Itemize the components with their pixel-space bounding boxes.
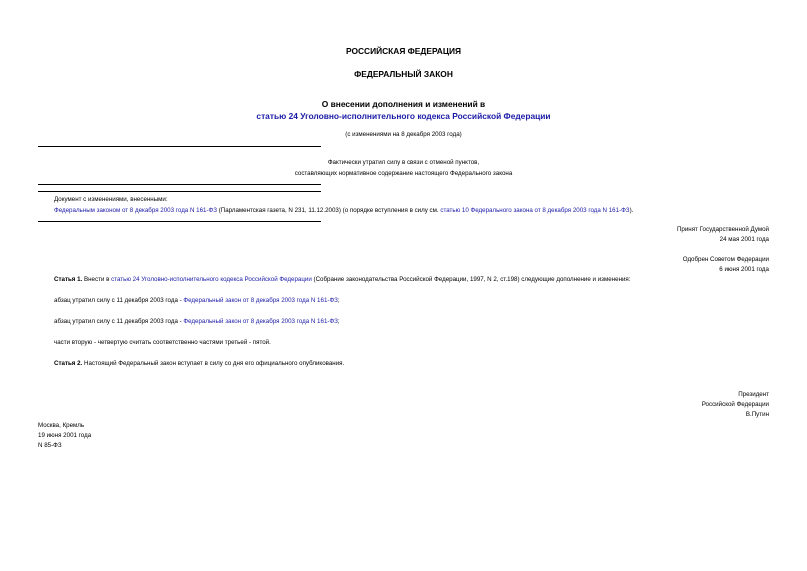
divider-2: [38, 184, 321, 185]
changes-label: Документ с изменениями, внесенными:: [54, 196, 168, 203]
changes-mid-text: (Парламентская газета, N 231, 11.12.2003) (о порядке вступления в силу см.: [216, 207, 441, 214]
article-1-text-post: (Собрание законодательства Российской Федерации, 1997, N 2, ст.198) следующие дополнение и изменения:: [311, 276, 631, 283]
changes-link-article-10[interactable]: статью 10 Федерального закона от 8 декабря 2003 года N 161-ФЗ: [440, 207, 630, 214]
paragraph-2-link[interactable]: Федеральный закон от 8 декабря 2003 года N 161-ФЗ: [183, 318, 338, 325]
changes-text: [54, 207, 633, 214]
paragraph-1-end: ;: [337, 297, 340, 304]
article-2: [54, 360, 344, 367]
changes-end-text: ).: [629, 207, 634, 214]
council-approval-date: 6 июня 2001 года: [719, 266, 769, 273]
repeal-notice-line-1: Фактически утратил силу в связи с отменой пунктов,: [327, 159, 480, 166]
divider-3: [38, 191, 321, 192]
article-1-text-pre: Внести в: [82, 276, 112, 283]
title-line-1: О внесении дополнения и изменений в: [321, 99, 486, 109]
changes-link-law-161[interactable]: Федеральным законом от 8 декабря 2003 года N 161-ФЗ: [54, 207, 217, 214]
country-heading: РОССИЙСКАЯ ФЕДЕРАЦИЯ: [345, 46, 462, 56]
signing-place: Москва, Кремль: [38, 422, 85, 429]
article-1-link[interactable]: статью 24 Уголовно-исполнительного кодекса Российской Федерации: [111, 276, 312, 283]
divider-1: [38, 146, 321, 147]
law-number: N 85-ФЗ: [38, 442, 62, 449]
duma-adoption-line-1: Принят Государственной Думой: [676, 226, 769, 233]
duma-adoption-date: 24 мая 2001 года: [719, 236, 769, 243]
repeal-notice-line-2: составляющих нормативное содержание настоящего Федерального закона: [294, 170, 513, 177]
signature-subtitle: Российской Федерации: [701, 401, 769, 408]
council-approval-line-1: Одобрен Советом Федерации: [682, 256, 769, 263]
paragraph-1-link[interactable]: Федеральный закон от 8 декабря 2003 года N 161-ФЗ: [183, 297, 338, 304]
signature-name: В.Путин: [745, 411, 769, 418]
signing-date: 19 июня 2001 года: [38, 432, 92, 439]
article-2-text: Настоящий Федеральный закон вступает в силу со дня его официального опубликования.: [82, 360, 345, 367]
title-link[interactable]: статью 24 Уголовно-исполнительного кодекса Российской Федерации: [256, 111, 551, 121]
article-1-label: Статья 1.: [54, 276, 83, 283]
article-1-paragraph-2: [54, 318, 340, 325]
article-2-label: Статья 2.: [54, 360, 83, 367]
article-1-paragraph-1: [54, 297, 340, 304]
amendment-note: (с изменениями на 8 декабря 2003 года): [345, 131, 462, 138]
paragraph-1-text: абзац утратил силу с 11 декабря 2003 года -: [54, 297, 184, 304]
law-type-heading: ФЕДЕРАЛЬНЫЙ ЗАКОН: [354, 69, 453, 79]
paragraph-2-text: абзац утратил силу с 11 декабря 2003 года -: [54, 318, 184, 325]
paragraph-2-end: ;: [337, 318, 340, 325]
divider-4: [38, 221, 321, 222]
signature-title: Президент: [738, 391, 769, 398]
article-1-paragraph-3: части вторую - четвертую считать соответственно частями третьей - пятой.: [54, 339, 271, 346]
article-1-intro: [54, 276, 631, 283]
